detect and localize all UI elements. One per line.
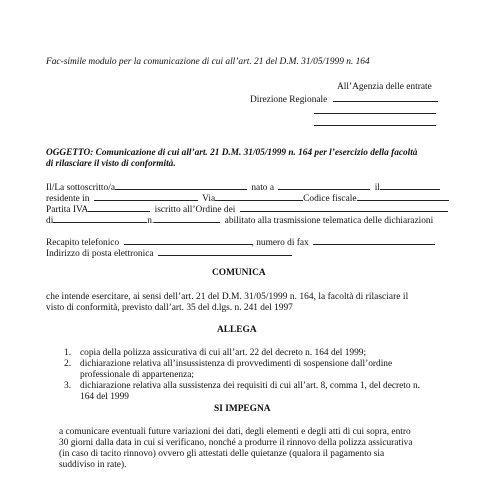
fax-label: , numero di fax (251, 238, 309, 248)
allega-item-3-text-line-1: dichiarazione relativa alla sussistenza dei requisiti di cui all’art. 8, comma 1, del decreto n. (80, 381, 420, 391)
n-label: n. (147, 216, 155, 226)
allega-item-2-text-line-1: dichiarazione relativa all’insussistenza di provvedimenti di sospensione dall’ordine (80, 359, 393, 369)
via-field[interactable] (215, 192, 303, 201)
sottoscritto-field[interactable] (115, 181, 247, 190)
residente-label: residente in (46, 194, 90, 204)
il-label: il (374, 183, 380, 193)
direzione-field[interactable] (333, 93, 438, 102)
comunica-line-2: visto di conformità, previsto dall’art. 35 del d.lgs. n. 241 del 1997 (46, 303, 293, 313)
il-field[interactable] (380, 181, 440, 190)
allega-item-2-number: 2. (64, 359, 72, 369)
sottoscritto-label: Il/La sottoscritto/a (46, 183, 115, 193)
residente-field[interactable] (94, 192, 198, 201)
di-label: di (46, 216, 54, 226)
direzione-label: Direzione Regionale (250, 95, 328, 105)
iscritto-label: iscritto all’Ordine dei (154, 205, 236, 215)
partita-iva-label: Partita IVA (46, 205, 89, 215)
ordine-field[interactable] (240, 203, 448, 212)
fax-field[interactable] (313, 236, 435, 245)
si-impegna-heading: SI IMPEGNA (214, 404, 271, 414)
di-field[interactable] (53, 214, 147, 223)
si-impegna-line-1: a comunicare eventuali future variazioni dei dati, degli elementi e degli atti di cui sopra, entro (59, 427, 411, 437)
si-impegna-line-3: (in caso di tacito rinnovo) ovvero gli attestati delle quietanze (qualora il pagamento sia (59, 449, 385, 459)
recapito-field[interactable] (124, 236, 252, 245)
abilitato-label: abilitato alla trasmissione telematica delle dichiarazioni (224, 216, 434, 226)
facsimile-title: Fac-simile modulo per la comunicazione di cui all’art. 21 del D.M. 31/05/1999 n. 164 (46, 57, 370, 67)
allega-item-1-number: 1. (64, 348, 72, 358)
si-impegna-line-4: suddiviso in rate). (59, 460, 127, 470)
recipient-blank-line-2[interactable] (314, 117, 436, 130)
allega-heading: ALLEGA (217, 325, 257, 335)
allega-item-3-number: 3. (64, 381, 72, 391)
subject-line-1: OGGETTO: Comunicazione di cui all’art. 21 D.M. 31/05/1999 n. 164 per l’esercizio della facoltà (46, 148, 418, 158)
codice-fiscale-field[interactable] (357, 192, 449, 201)
email-field[interactable] (158, 247, 292, 256)
allega-item-2 (64, 359, 444, 381)
allega-item-1 (64, 348, 444, 359)
recapito-label: Recapito telefonico (46, 238, 120, 248)
nato-a-field[interactable] (278, 181, 370, 190)
codice-fiscale-label: Codice fiscale (303, 194, 357, 204)
comunica-heading: COMUNICA (212, 268, 266, 278)
partita-iva-field[interactable] (88, 203, 150, 212)
allega-item-3-text-line-2: 164 del 1999 (80, 392, 129, 402)
n-field[interactable] (154, 214, 220, 223)
allega-item-3 (64, 381, 444, 403)
email-label: Indirizzo di posta elettronica (46, 249, 154, 259)
recipient-agency: All’Agenzia delle entrate (337, 82, 432, 92)
allega-item-2-text-line-2: professionale di appartenenza; (80, 370, 195, 380)
form-row-email (46, 247, 292, 260)
form-row-abilitato (46, 214, 433, 227)
subject-line-2: di rilasciare il visto di conformità. (46, 159, 176, 169)
via-label: Via (202, 194, 216, 204)
allega-item-1-text: copia della polizza assicurativa di cui all’art. 22 del decreto n. 164 del 1999; (80, 348, 367, 358)
comunica-line-1: che intende esercitare, ai sensi dell’art. 21 del D.M. 31/05/1999 n. 164, la facoltà di rilasciare il (46, 292, 409, 302)
nato-a-label: nato a (251, 183, 274, 193)
si-impegna-line-2: 30 giorni dalla data in cui si verificano, nonché a produrre il rinnovo della polizza assicurativa (59, 438, 413, 448)
